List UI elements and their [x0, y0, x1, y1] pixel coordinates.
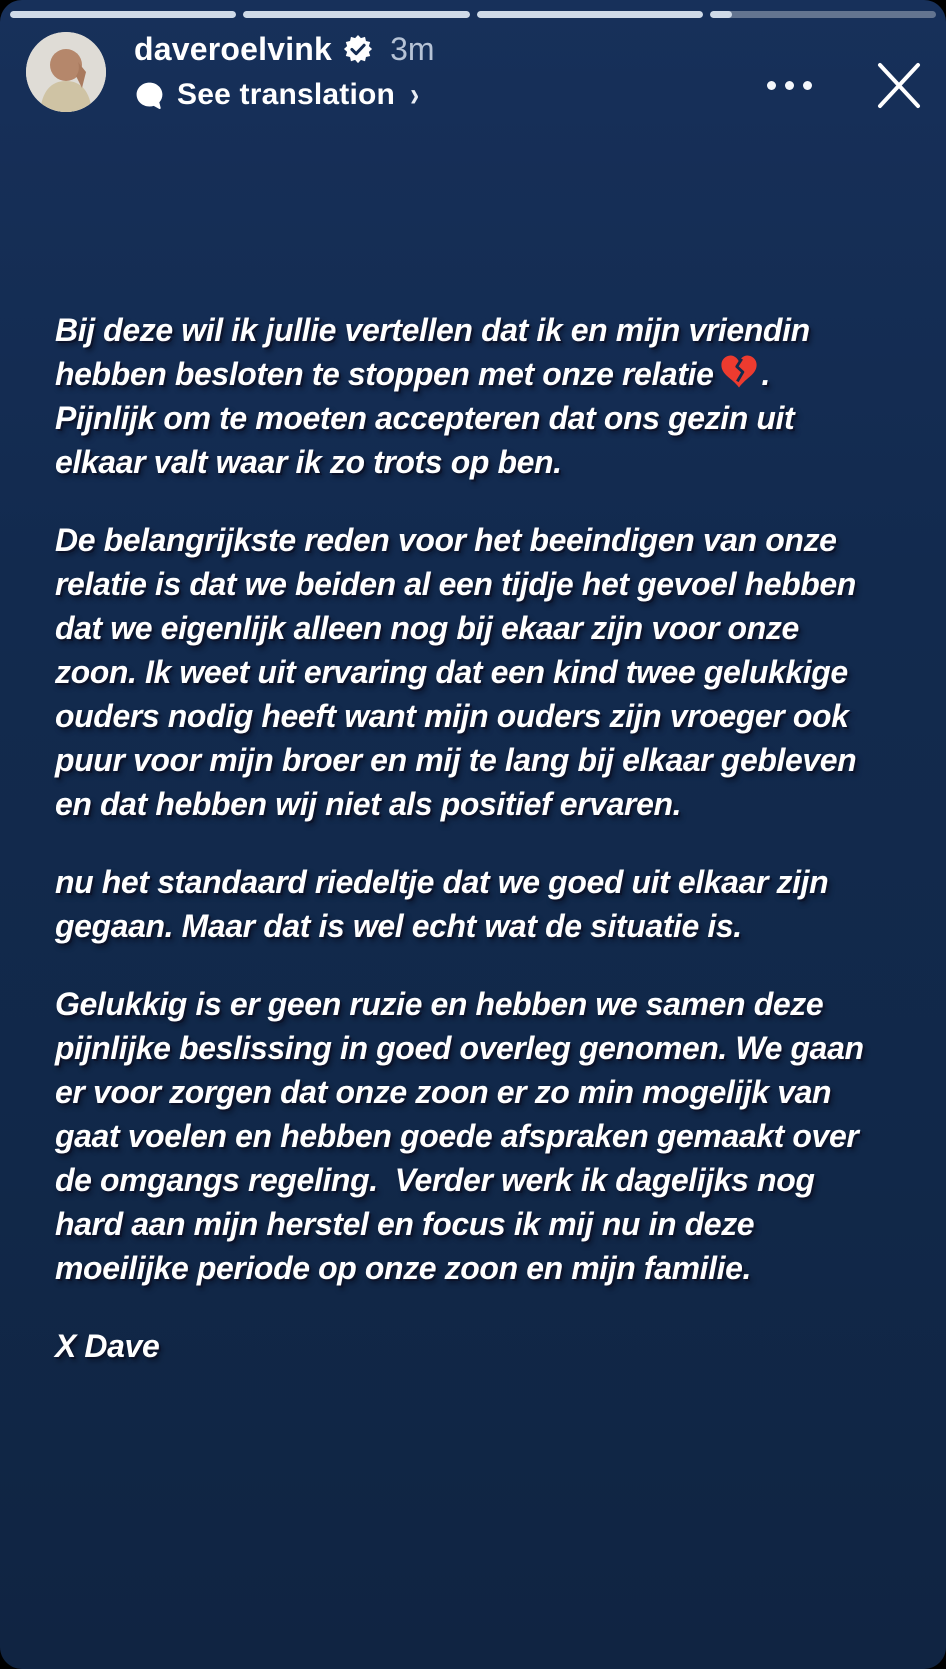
story-text-line: Gelukkig is er geen ruzie en hebben we samen deze — [55, 986, 824, 1022]
story-text-line: de omgangs regeling. Verder werk ik dagelijks nog — [55, 1162, 815, 1198]
story-text-line: pijnlijke beslissing in goed overleg genomen. We gaan — [55, 1030, 864, 1066]
story-text-line — [55, 352, 864, 396]
more-options-button[interactable] — [761, 75, 818, 96]
story-signature-line: X Dave — [55, 1328, 160, 1364]
story-header — [26, 28, 946, 128]
progress-fill-1 — [10, 11, 236, 18]
dot-icon — [785, 81, 794, 90]
progress-segment-1 — [10, 11, 236, 18]
story-text-line: hard aan mijn herstel en focus ik mij nu in deze — [55, 1206, 755, 1242]
story-text: . — [761, 356, 770, 392]
story-text-line: relatie is dat we beiden al een tijdje het gevoel hebben — [55, 566, 856, 602]
story-text-block — [55, 308, 864, 1402]
story-text-line: moeilijke periode op onze zoon en mijn familie. — [55, 1250, 751, 1286]
story-text-line: Bij deze wil ik jullie vertellen dat ik en mijn vriendin — [55, 312, 810, 348]
broken-heart-emoji — [721, 355, 757, 388]
story-text-line: er voor zorgen dat onze zoon er zo min mogelijk van — [55, 1074, 832, 1110]
dot-icon — [767, 81, 776, 90]
chevron-right-icon: › — [410, 76, 420, 114]
avatar-image — [26, 32, 106, 112]
username[interactable]: daveroelvink — [134, 30, 333, 67]
story-text-line: elkaar valt waar ik zo trots op ben. — [55, 444, 562, 480]
story-text-line: dat we eigenlijk alleen nog bij ekaar zijn voor onze — [55, 610, 799, 646]
progress-fill-4 — [710, 11, 733, 18]
story-progress-bar — [10, 11, 936, 18]
story-text-line: zoon. Ik weet uit ervaring dat een kind twee gelukkige — [55, 654, 848, 690]
speech-bubble-icon — [134, 80, 165, 111]
story-text-line: De belangrijkste reden voor het beeindigen van onze — [55, 522, 837, 558]
dot-icon — [803, 81, 812, 90]
paragraph-3 — [55, 860, 864, 948]
user-info — [134, 28, 435, 112]
progress-segment-3 — [477, 11, 703, 18]
story-text-line: Pijnlijk om te moeten accepteren dat ons gezin uit — [55, 400, 795, 436]
story-text-line: puur voor mijn broer en mij te lang bij elkaar gebleven — [55, 742, 857, 778]
username-row[interactable] — [134, 28, 435, 70]
progress-fill-2 — [243, 11, 469, 18]
see-translation-button[interactable] — [134, 78, 435, 112]
story-text-line: gaat voelen en hebben goede afspraken gemaakt over — [55, 1118, 859, 1154]
story-timestamp: 3m — [390, 30, 435, 67]
story-text-line: gegaan. Maar dat is wel echt wat de situatie is. — [55, 908, 742, 944]
close-button[interactable] — [872, 58, 926, 112]
story-text-line: nu het standaard riedeltje dat we goed uit elkaar zijn — [55, 864, 829, 900]
see-translation-label: See translation — [177, 78, 396, 111]
story-text-line: en dat hebben wij niet als positief ervaren. — [55, 786, 682, 822]
progress-segment-2 — [243, 11, 469, 18]
paragraph-1 — [55, 308, 864, 484]
progress-segment-4 — [710, 11, 936, 18]
signature — [55, 1324, 864, 1368]
paragraph-2 — [55, 518, 864, 826]
header-controls — [761, 58, 926, 112]
avatar[interactable] — [26, 32, 106, 112]
story-text: hebben besloten te stoppen met onze relatie — [55, 356, 714, 392]
paragraph-4 — [55, 982, 864, 1290]
verified-badge-icon — [343, 34, 373, 64]
progress-fill-3 — [477, 11, 703, 18]
story-text-line: ouders nodig heeft want mijn ouders zijn vroeger ook — [55, 698, 849, 734]
